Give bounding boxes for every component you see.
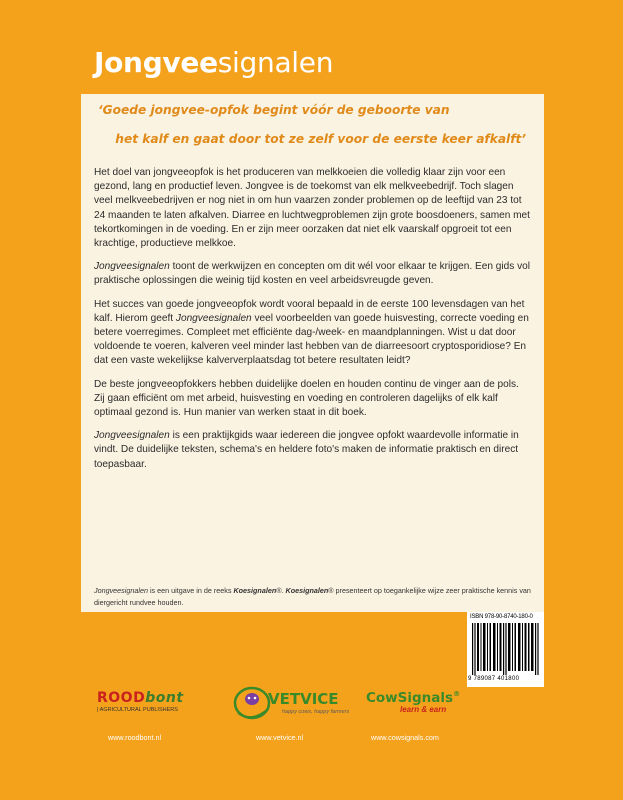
vetvice-tagline: happy cows, happy farmers bbox=[282, 709, 350, 715]
roodbont-tagline: | AGRICULTURAL PUBLISHERS bbox=[97, 707, 178, 713]
vetvice-logo bbox=[232, 683, 350, 728]
paragraph-3-text-b: veel voorbeelden van goede huisvesting, correcte voeding en betere voerregimes. Compleet met efficiënte dag-/week- en maandplanningen. Wist u dat door voldoende te voeren, kalveren veel minder last hebben van de diarreesoort cryptosporidiose? En dat een vaste wekelijkse kalververplaatsdag tot betere resultaten leidt? bbox=[94, 312, 529, 367]
isbn-barcode-box bbox=[467, 612, 544, 687]
paragraph-1: Het doel van jongveeopfok is het produceren van melkkoeien die volledig klaar zijn voor een gezond, lang en productief leven. Jongvee is de toekomst van elk melkveebedrijf. Toch slagen veel melkveebedrijven er nog niet in om hun vaarzen zonder problemen op de leeftijd van 23 tot 24 maanden te laten afkalven. Diarree en luchtwegproblemen zijn grote boosdoeners, samen met tekortkomingen in de voeding. En er zijn meer oorzaken dat niet elk vaarskalf opgroeit tot een krachtige, productieve melkkoe. bbox=[94, 167, 530, 250]
roodbont-url[interactable]: www.roodbont.nl bbox=[108, 733, 162, 742]
paragraph-5-title: Jongveesignalen bbox=[94, 430, 170, 442]
paragraph-3-title: Jongveesignalen bbox=[175, 312, 252, 324]
cowsignals-logo bbox=[366, 690, 460, 714]
roodbont-logo bbox=[97, 690, 184, 713]
series-name-1: Koesignalen bbox=[233, 586, 277, 595]
barcode-icon bbox=[472, 623, 539, 675]
paragraph-2-text: toont de werkwijzen en concepten om dit wél voor elkaar te krijgen. Een gids vol praktische oplossingen die weinig tijd kosten en veel arbeidsvreugde geven. bbox=[94, 261, 530, 287]
series-note-title: Jongveesignalen bbox=[94, 586, 148, 595]
paragraph-5 bbox=[94, 429, 530, 472]
cowsignals-url[interactable]: www.cowsignals.com bbox=[371, 733, 439, 742]
cowsignals-word: CowSignals bbox=[366, 690, 454, 706]
quote-line-1: ‘Goede jongvee-opfok begint vóór de geboorte van bbox=[98, 103, 450, 117]
paragraph-4: De beste jongveeopfokkers hebben duidelijke doelen en houden continu de vinger aan de pols. Zij gaan efficiënt om met arbeid, huisvesting en voeding en controleren dagelijks of elk kalf optimaal gezond is. Hun manier van werken staat in dit boek. bbox=[94, 378, 519, 419]
cowsignals-tagline: learn & earn bbox=[400, 705, 447, 714]
paragraph-2 bbox=[94, 260, 530, 288]
series-note-text-1: is een uitgave in de reeks bbox=[147, 586, 234, 595]
cowsignals-wordmark bbox=[366, 690, 460, 706]
brand-title bbox=[94, 46, 333, 79]
quote-line-2: het kalf en gaat door tot ze zelf voor de eerste keer afkalft’ bbox=[115, 132, 526, 146]
series-note-text-2: ®. bbox=[276, 586, 286, 595]
vetvice-url[interactable]: www.vetvice.nl bbox=[256, 733, 304, 742]
vetvice-wordmark: VETVICE bbox=[268, 690, 339, 708]
body-text bbox=[94, 166, 530, 481]
roodbont-word-rood: ROOD bbox=[97, 690, 146, 706]
roodbont-wordmark bbox=[97, 690, 184, 706]
brand-title-light: signalen bbox=[217, 46, 334, 79]
paragraph-2-title: Jongveesignalen bbox=[94, 261, 170, 273]
series-name-2: Koesignalen bbox=[285, 586, 329, 595]
brand-title-bold: Jongvee bbox=[94, 46, 218, 79]
series-note-text-3: ® presenteert op toegankelijke wijze zeer praktische kennis van diergericht rundvee houden. bbox=[94, 586, 531, 607]
cowsignals-registered: ® bbox=[453, 690, 461, 698]
series-note bbox=[94, 585, 534, 609]
barcode-digits: 9 789087 401800 bbox=[468, 676, 520, 682]
paragraph-3-text-a: Het succes van goede jongveeopfok wordt vooral bepaald in de eerste 100 levensdagen van het kalf. Hierom geeft bbox=[94, 298, 525, 324]
paragraph-3 bbox=[94, 298, 530, 369]
roodbont-word-bont: bont bbox=[145, 690, 184, 706]
vetvice-cow-icon bbox=[232, 683, 272, 723]
paragraph-5-text: is een praktijkgids waar iedereen die jongvee opfokt waardevolle informatie in vindt. De duidelijke teksten, schema's en heldere foto's maken de informatie praktisch en direct toepasbaar. bbox=[94, 430, 519, 470]
isbn-number: ISBN 978-90-8740-180-0 bbox=[470, 614, 533, 620]
